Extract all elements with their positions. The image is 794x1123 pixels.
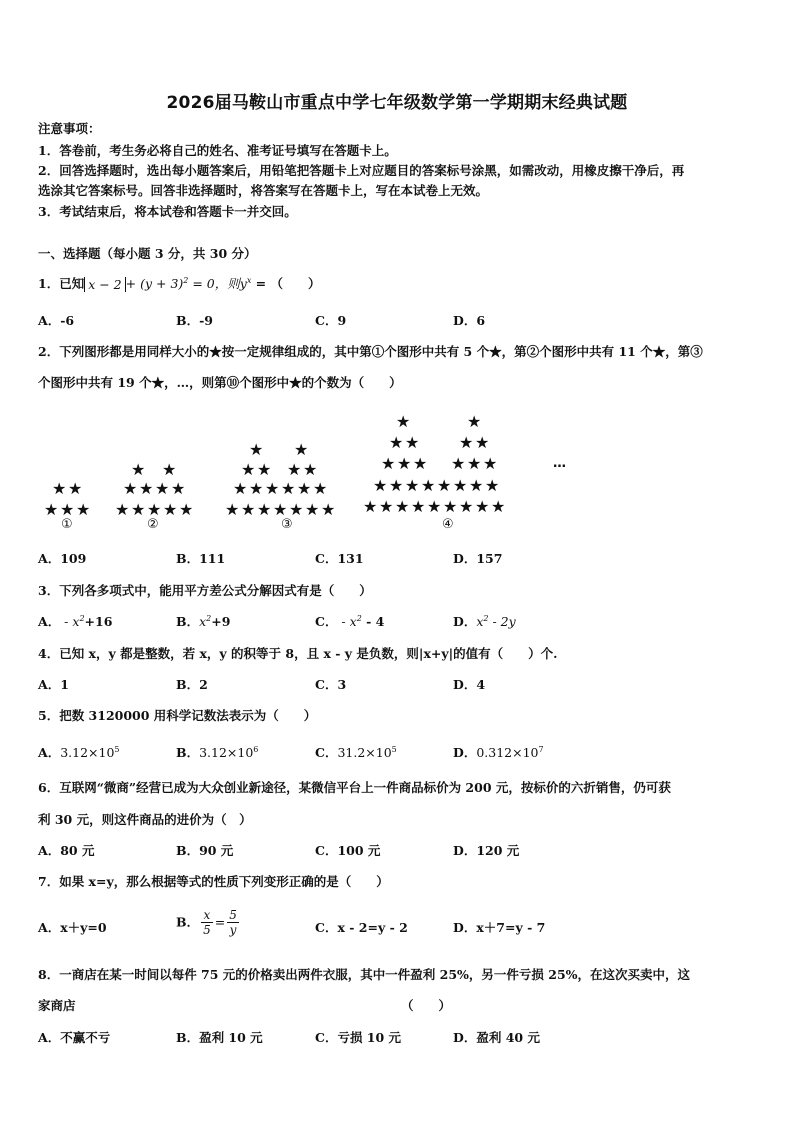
- question-8-option-a[interactable]: A．不赢不亏: [38, 1030, 111, 1045]
- question-4-option-d[interactable]: D．4: [453, 677, 486, 692]
- question-5-option-c[interactable]: C．$31.2\times 10^5$: [315, 744, 397, 760]
- star-icon: ★: [303, 460, 318, 479]
- question-5-option-a[interactable]: A．$3.12\times 10^5$: [38, 744, 120, 760]
- star-icon: ★: [451, 454, 466, 473]
- question-5-option-b[interactable]: B．$3.12\times 10^6$: [176, 744, 259, 760]
- notice-item-2-cont: 选涂其它答案标号。回答非选择题时，将答案写在答题卡上，写在本试卷上无效。: [38, 183, 489, 198]
- star-icon: ★: [123, 479, 138, 498]
- question-2-option-b[interactable]: B．111: [176, 551, 226, 566]
- star-icon: ★: [225, 500, 240, 519]
- question-3-option-c[interactable]: C． - $x^2 - 4$: [315, 613, 385, 629]
- question-4-option-b[interactable]: B．2: [176, 677, 208, 692]
- star-icon: ★: [453, 476, 468, 495]
- star-icon: ★: [373, 476, 388, 495]
- star-icon: ★: [257, 460, 272, 479]
- star-icon: ★: [305, 500, 320, 519]
- star-icon: ★: [475, 433, 490, 452]
- star-icon: ★: [287, 460, 302, 479]
- star-icon: ★: [179, 500, 194, 519]
- star-icon: ★: [52, 479, 67, 498]
- question-2-option-a[interactable]: A．109: [38, 551, 87, 566]
- star-icon: ★: [155, 479, 170, 498]
- star-icon: ★: [396, 412, 411, 431]
- question-4-option-c[interactable]: C．3: [315, 677, 347, 692]
- star-icon: ★: [76, 500, 91, 519]
- star-icon: ★: [294, 440, 309, 459]
- question-6-stem-line1: 6．互联网“微商”经营已成为大众创业新途径，某微信平台上一件商品标价为 200 元，按标价的六折销售，仍可获: [38, 780, 671, 795]
- star-icon: ★: [289, 500, 304, 519]
- notice-item-3: 3．考试结束后，将本试卷和答题卡一并交回。: [38, 204, 297, 219]
- star-icon: ★: [363, 497, 378, 516]
- figure-label-4: ④: [442, 517, 454, 532]
- star-icon: ★: [265, 479, 280, 498]
- star-icon: ★: [131, 460, 146, 479]
- figure-label-2: ②: [147, 517, 159, 532]
- question-7-stem: 7．如果 x=y，那么根据等式的性质下列变形正确的是（ ）: [38, 874, 389, 889]
- star-icon: ★: [257, 500, 272, 519]
- notice-item-1: 1．答卷前，考生务必将自己的姓名、准考证号填写在答题卡上。: [38, 143, 397, 158]
- question-2-stem-line2: 个图形中共有 19 个★，…，则第⑩个图形中★的个数为（ ）: [38, 375, 402, 390]
- question-3-option-b[interactable]: B．$x^2+9$: [176, 613, 231, 629]
- abs-value: x − 2: [84, 277, 125, 292]
- star-icon: ★: [115, 500, 130, 519]
- star-icon: ★: [491, 497, 506, 516]
- figure-label-1: ①: [61, 517, 73, 532]
- figure-ellipsis: …: [553, 456, 566, 471]
- star-icon: ★: [467, 454, 482, 473]
- star-icon: ★: [459, 433, 474, 452]
- question-8-option-d[interactable]: D．盈利 40 元: [453, 1030, 540, 1045]
- star-icon: ★: [389, 433, 404, 452]
- star-icon: ★: [459, 497, 474, 516]
- question-5-stem: 5．把数 3120000 用科学记数法表示为（ ）: [38, 708, 317, 723]
- question-3-option-a[interactable]: A． - $x^2+16$: [38, 613, 113, 629]
- star-icon: ★: [485, 476, 500, 495]
- star-icon: ★: [139, 479, 154, 498]
- star-icon: ★: [163, 500, 178, 519]
- question-8-option-b[interactable]: B．盈利 10 元: [176, 1030, 263, 1045]
- question-6-option-c[interactable]: C．100 元: [315, 843, 381, 858]
- star-icon: ★: [411, 497, 426, 516]
- star-icon: ★: [241, 500, 256, 519]
- question-3-option-d[interactable]: D．$x^2 - 2y$: [453, 613, 516, 629]
- star-icon: ★: [241, 460, 256, 479]
- star-icon: ★: [147, 500, 162, 519]
- question-8-option-c[interactable]: C．亏损 10 元: [315, 1030, 402, 1045]
- star-icon: ★: [233, 479, 248, 498]
- question-4-option-a[interactable]: A．1: [38, 677, 69, 692]
- question-6-option-a[interactable]: A．80 元: [38, 843, 95, 858]
- exam-title: 2026届马鞍山市重点中学七年级数学第一学期期末经典试题: [166, 93, 628, 113]
- star-icon: ★: [281, 479, 296, 498]
- question-1-option-c[interactable]: C．9: [315, 313, 347, 328]
- question-2-option-d[interactable]: D．157: [453, 551, 503, 566]
- star-icon: ★: [475, 497, 490, 516]
- question-2-option-c[interactable]: C．131: [315, 551, 364, 566]
- notice-item-2: 2．回答选择题时，选出每小题答案后，用铅笔把答题卡上对应题目的答案标号涂黑，如需改动，用橡皮擦干净后，再: [38, 163, 685, 178]
- star-icon: ★: [483, 454, 498, 473]
- star-icon: ★: [427, 497, 442, 516]
- section-heading: 一、选择题（每小题 3 分，共 30 分）: [38, 246, 257, 261]
- star-icon: ★: [413, 454, 428, 473]
- star-icon: ★: [297, 479, 312, 498]
- question-2-stem-line1: 2．下列图形都是用同样大小的★按一定规律组成的，其中第①个图形中共有 5 个★，第②个图形中共有 11 个★，第③: [38, 344, 703, 359]
- figure-label-3: ③: [281, 517, 293, 532]
- question-7-option-b[interactable]: B． $\frac{x}{5}$ = $\frac{5}{y}$: [176, 908, 237, 937]
- question-8-stem-line1: 8．一商店在某一时间以每件 75 元的价格卖出两件衣服，其中一件盈利 25%，另一件亏损 25%，在这次买卖中，这: [38, 967, 691, 982]
- question-6-stem-line2: 利 30 元，则这件商品的进价为（ ）: [38, 812, 252, 827]
- star-icon: ★: [44, 500, 59, 519]
- question-3-stem: 3．下列各多项式中，能用平方差公式分解因式有是（ ）: [38, 583, 372, 598]
- star-icon: ★: [443, 497, 458, 516]
- question-6-option-b[interactable]: B．90 元: [176, 843, 234, 858]
- question-8-answer-paren: （ ）: [401, 998, 452, 1013]
- question-5-option-d[interactable]: D．$0.312\times 10^7$: [453, 744, 544, 760]
- star-icon: ★: [405, 476, 420, 495]
- star-icon: ★: [395, 497, 410, 516]
- star-icon: ★: [397, 454, 412, 473]
- star-icon: ★: [60, 500, 75, 519]
- star-icon: ★: [421, 476, 436, 495]
- star-icon: ★: [321, 500, 336, 519]
- star-pattern-figure: [0, 405, 794, 540]
- star-icon: ★: [162, 460, 177, 479]
- star-icon: ★: [389, 476, 404, 495]
- star-icon: ★: [171, 479, 186, 498]
- question-4-stem: 4．已知 x，y 都是整数，若 x，y 的积等于 8，且 x - y 是负数，则|x+y|的值有（ ）个.: [38, 646, 558, 661]
- star-icon: ★: [249, 440, 264, 459]
- star-icon: ★: [273, 500, 288, 519]
- star-icon: ★: [131, 500, 146, 519]
- star-icon: ★: [313, 479, 328, 498]
- star-icon: ★: [381, 454, 396, 473]
- star-icon: ★: [249, 479, 264, 498]
- star-icon: ★: [467, 412, 482, 431]
- star-icon: ★: [469, 476, 484, 495]
- question-1-option-b[interactable]: B．-9: [176, 313, 213, 328]
- question-7-option-a[interactable]: A．x＋y=0: [38, 920, 107, 935]
- question-7-option-d[interactable]: D．x＋7=y - 7: [453, 920, 546, 935]
- star-icon: ★: [379, 497, 394, 516]
- question-6-option-d[interactable]: D．120 元: [453, 843, 520, 858]
- star-icon: ★: [437, 476, 452, 495]
- question-7-option-c[interactable]: C．x - 2=y - 2: [315, 920, 408, 935]
- question-1-option-d[interactable]: D．6: [453, 313, 486, 328]
- question-1-option-a[interactable]: A．-6: [38, 313, 75, 328]
- question-1-stem: 1．已知 $x - 2 + (y + 3)^2 = 0$，则$y^x$ = （ ）: [38, 275, 321, 292]
- notice-heading: 注意事项：: [38, 121, 101, 136]
- question-8-stem-line2: 家商店: [38, 998, 76, 1013]
- star-icon: ★: [405, 433, 420, 452]
- star-icon: ★: [68, 479, 83, 498]
